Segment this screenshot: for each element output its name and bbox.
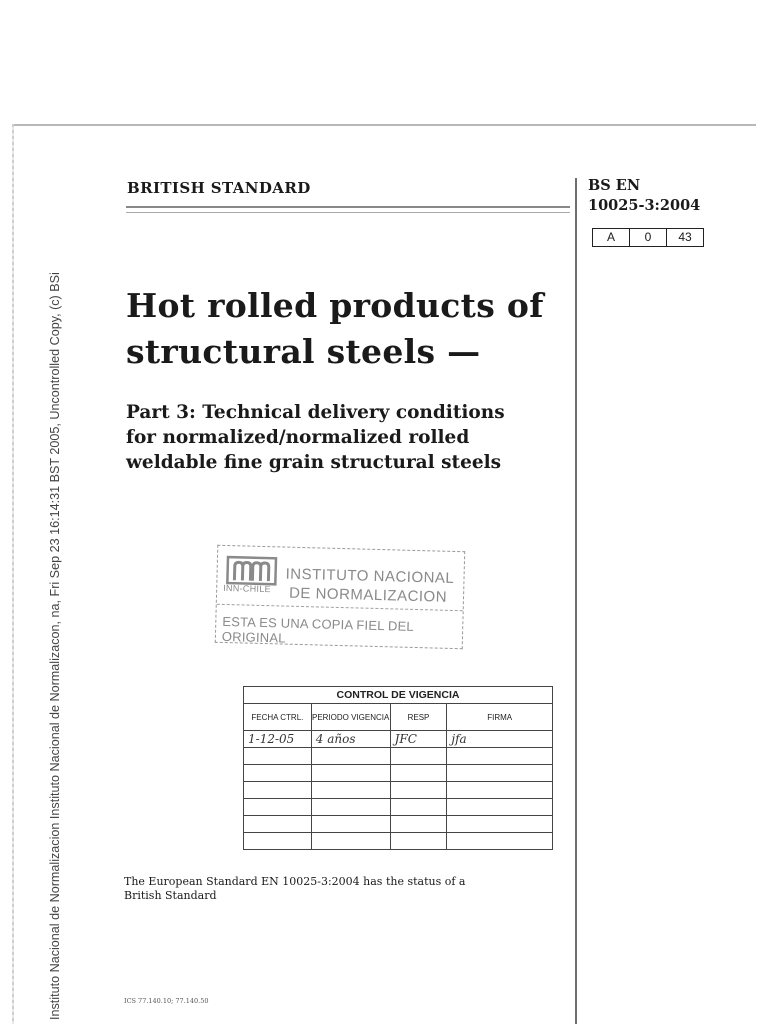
table-row	[244, 731, 553, 748]
copyright-side-note: Instituto Nacional de Normalizacion Instituto Nacional de Normalizacon, na, Fri Sep 23 16:14:31 BST 2005, Uncontrolled Copy, (c) BSi	[48, 272, 62, 1020]
handwritten-signature: jfa	[447, 731, 553, 748]
handwritten-resp: JFC	[390, 731, 447, 748]
column-header: FIRMA	[447, 704, 553, 731]
column-header: PERIODO VIGENCIA	[311, 704, 390, 731]
standard-designation	[588, 176, 748, 216]
table-row	[244, 799, 553, 816]
column-header: FECHA CTRL.	[244, 704, 312, 731]
code-cell: 0	[629, 229, 666, 246]
handwritten-date: 1-12-05	[244, 731, 312, 748]
column-header: RESP	[390, 704, 447, 731]
title-line-2: structural steels —	[126, 332, 481, 371]
scan-top-edge	[12, 124, 756, 126]
code-cell: 43	[666, 229, 703, 246]
part-line-3: weldable fine grain structural steels	[126, 452, 502, 473]
stamp-org-line-1: INSTITUTO NACIONAL	[285, 565, 455, 587]
table-title: CONTROL DE VIGENCIA	[244, 687, 553, 704]
code-cell: A	[606, 230, 615, 244]
classification-code-box	[592, 228, 704, 247]
stamp-abbreviation: INN-CHILE	[223, 582, 272, 595]
handwritten-period: 4 años	[311, 731, 390, 748]
stamp-org-line-2: DE NORMALIZACION	[288, 584, 448, 606]
designation-line-1: BS EN	[588, 177, 641, 194]
part-line-1: Part 3: Technical delivery conditions	[126, 402, 505, 423]
stamp-footer-text: ESTA ES UNA COPIA FIEL DEL ORIGINAL	[221, 613, 414, 646]
control-de-vigencia-table	[243, 686, 553, 850]
ics-codes: ICS 77.140.10; 77.140.50	[124, 997, 209, 1005]
table-row	[244, 816, 553, 833]
document-part-title	[126, 400, 566, 475]
header-rule-thin	[126, 212, 570, 213]
table-row	[244, 782, 553, 799]
document-title	[126, 283, 576, 375]
certification-stamp	[215, 545, 465, 649]
scan-top-margin	[0, 0, 768, 124]
part-line-2: for normalized/normalized rolled	[126, 427, 470, 448]
table-row	[244, 833, 553, 850]
header-rule	[126, 206, 570, 208]
table-row	[244, 748, 553, 765]
table-row	[244, 765, 553, 782]
status-statement: The European Standard EN 10025-3:2004 has the status of a British Standard	[124, 875, 466, 902]
designation-line-2: 10025-3:2004	[588, 197, 701, 214]
scan-left-edge	[12, 124, 14, 1024]
title-line-1: Hot rolled products of	[126, 286, 544, 325]
standard-type-label: BRITISH STANDARD	[127, 179, 311, 197]
